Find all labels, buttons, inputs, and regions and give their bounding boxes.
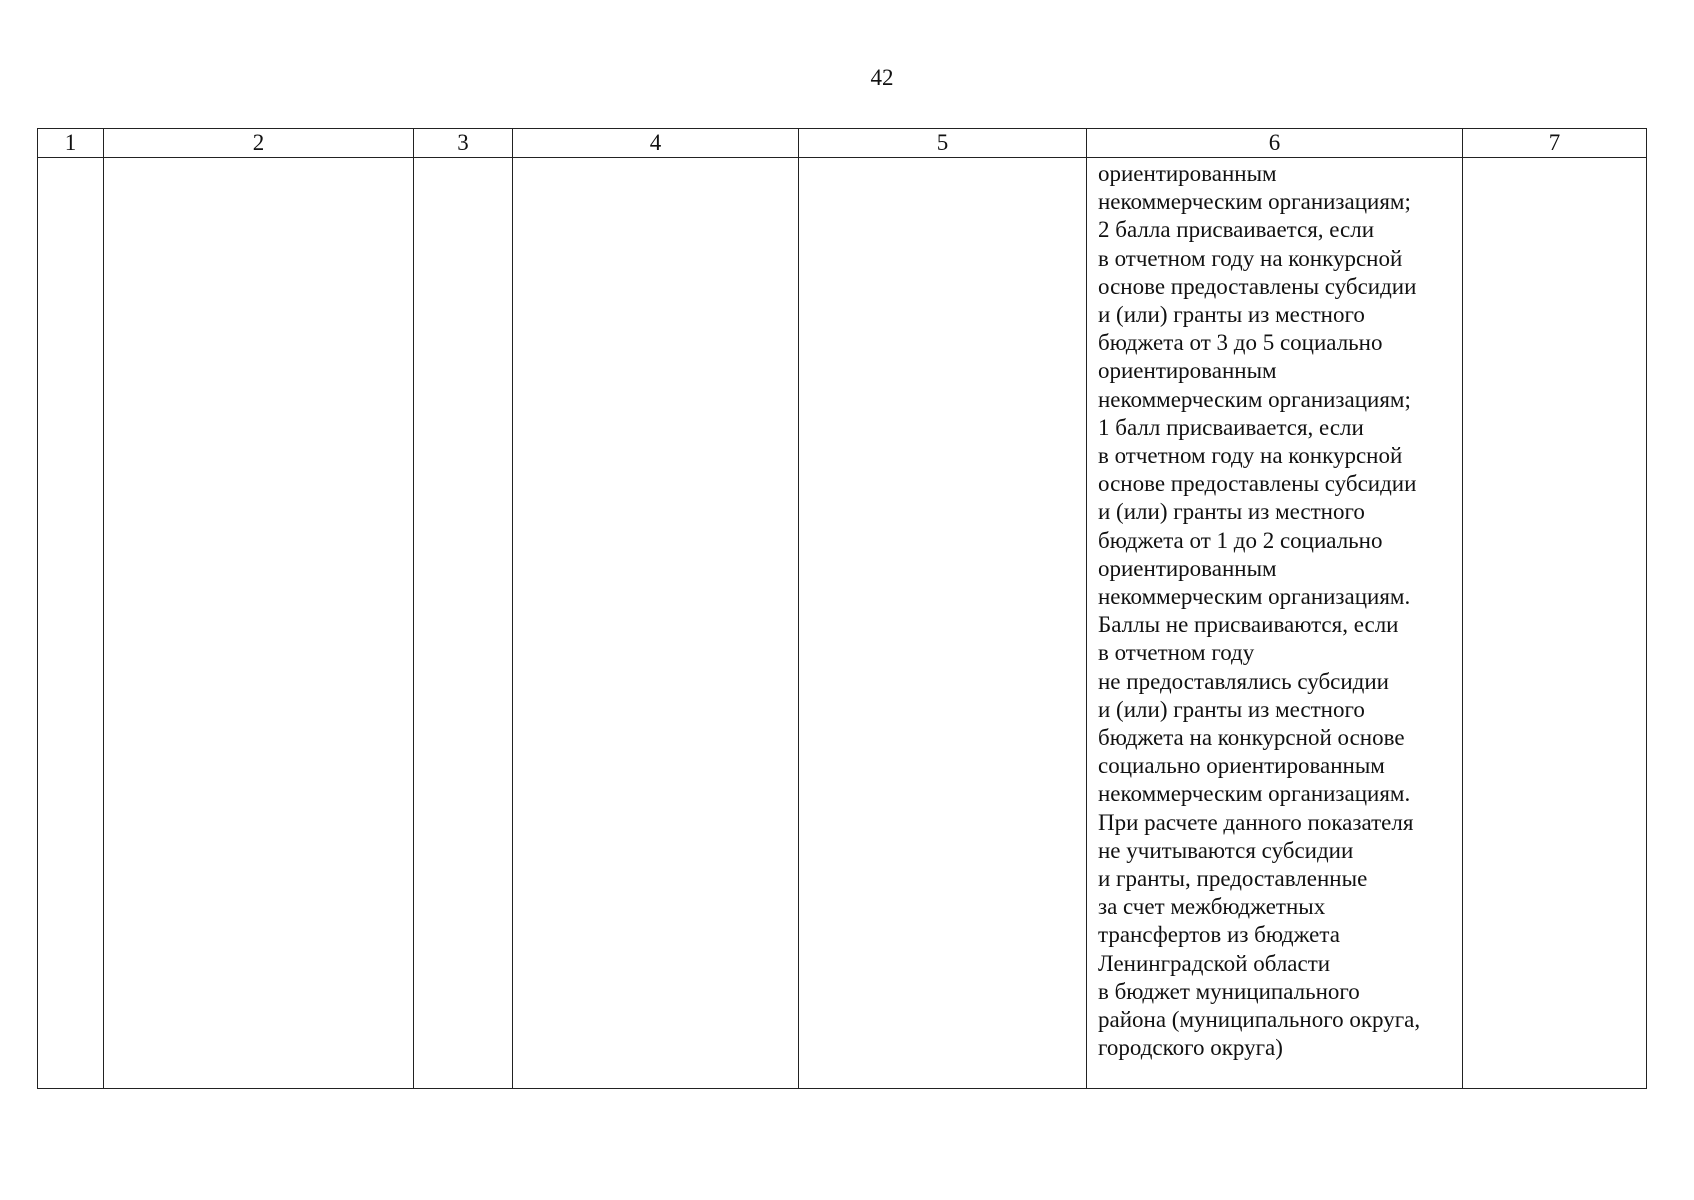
text-line: некоммерческим организациям; [1098,189,1411,215]
text-line: ориентированным [1098,358,1277,384]
table-row [38,158,1647,1089]
text-line: 2 балла присваивается, если [1098,217,1375,243]
text-line: Баллы не присваиваются, если [1098,612,1399,638]
text-line: Ленинградской области [1098,950,1331,976]
text-line: бюджета на конкурсной основе [1098,725,1405,751]
text-line: в отчетном году [1098,640,1255,666]
text-line: в отчетном году на конкурсной [1098,245,1403,271]
text-line: некоммерческим организациям. [1098,584,1411,610]
column-header-3: 3 [414,129,513,158]
text-line: в бюджет муниципального [1098,978,1360,1004]
text-line: бюджета от 1 до 2 социально [1098,527,1383,553]
page-number: 42 [870,65,894,90]
text-line: При расчете данного показателя [1098,809,1414,835]
text-line: не учитываются субсидии [1098,837,1354,863]
column-header-2: 2 [104,129,414,158]
text-line: основе предоставлены субсидии [1098,273,1417,299]
text-line: городского округа) [1098,1035,1283,1061]
cell-col-6 [1087,158,1463,1089]
text-line: некоммерческим организациям; [1098,386,1411,412]
cell-col-4 [513,158,799,1089]
cell-col-2 [104,158,414,1089]
text-line: ориентированным [1098,161,1277,186]
text-line: и (или) гранты из местного [1098,302,1365,328]
cell-col-1 [38,158,104,1089]
text-line: и (или) гранты из местного [1098,499,1365,525]
cell-col-7 [1463,158,1647,1089]
text-line: 1 балл присваивается, если [1098,414,1364,440]
header-row [38,129,1647,158]
cell-col-3 [414,158,513,1089]
column-header-7: 7 [1463,129,1647,158]
text-line: и гранты, предоставленные [1098,866,1368,892]
text-line: основе предоставлены субсидии [1098,471,1417,497]
text-line: за счет межбюджетных [1098,894,1326,920]
text-line: в отчетном году на конкурсной [1098,443,1403,469]
text-line: ориентированным [1098,555,1277,581]
column-header-1: 1 [38,129,104,158]
column-header-4: 4 [513,129,799,158]
text-line: бюджета от 3 до 5 социально [1098,330,1383,356]
column-header-5: 5 [799,129,1087,158]
cell-col-5 [799,158,1087,1089]
text-line: некоммерческим организациям. [1098,781,1411,807]
text-line: района (муниципального округа, [1098,1007,1421,1033]
text-line: трансфертов из бюджета [1098,922,1340,948]
text-line: не предоставлялись субсидии [1098,668,1389,694]
column-header-6: 6 [1087,129,1463,158]
text-line: и (или) гранты из местного [1098,696,1365,722]
data-table [37,128,1647,1089]
text-line: социально ориентированным [1098,753,1385,779]
